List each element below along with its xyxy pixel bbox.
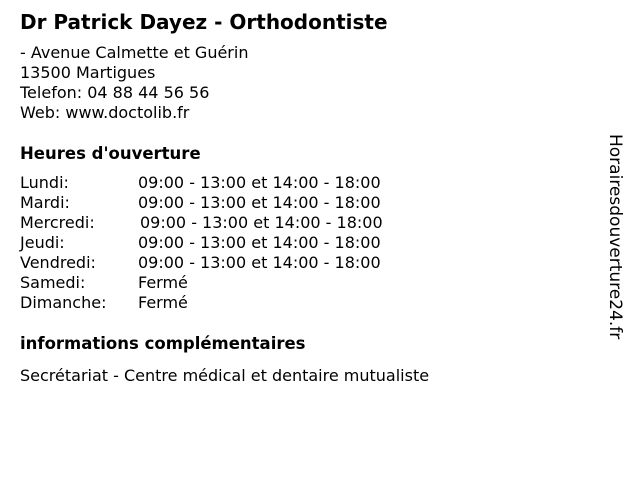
page-title: Dr Patrick Dayez - Orthodontiste <box>20 10 388 34</box>
phone-number: Telefon: 04 88 44 56 56 <box>20 83 210 102</box>
day-label: Mardi: <box>20 193 70 212</box>
day-label: Vendredi: <box>20 253 96 272</box>
time-range: 09:00 - 13:00 et 14:00 - 18:00 <box>138 193 381 212</box>
hours-heading: Heures d'ouverture <box>20 144 201 163</box>
time-range: Fermé <box>138 293 188 312</box>
website: Web: www.doctolib.fr <box>20 103 190 122</box>
opening-hours-list <box>20 173 600 313</box>
day-label: Dimanche: <box>20 293 107 312</box>
day-label: Lundi: <box>20 173 69 192</box>
hours-row-mercredi <box>20 213 600 233</box>
street-address: - Avenue Calmette et Guérin <box>20 43 249 62</box>
info-text: Secrétariat - Centre médical et dentaire mutualiste <box>20 366 430 385</box>
day-label: Jeudi: <box>20 233 65 252</box>
day-label: Samedi: <box>20 273 86 292</box>
city: 13500 Martigues <box>20 63 156 82</box>
time-range: 09:00 - 13:00 et 14:00 - 18:00 <box>138 233 381 252</box>
hours-row-vendredi <box>20 253 600 273</box>
hours-row-dimanche <box>20 293 600 313</box>
info-heading: informations complémentaires <box>20 334 306 353</box>
hours-row-samedi <box>20 273 600 293</box>
time-range: 09:00 - 13:00 et 14:00 - 18:00 <box>138 253 381 272</box>
day-label: Mercredi: <box>20 213 95 232</box>
hours-row-lundi <box>20 173 600 193</box>
time-range: 09:00 - 13:00 et 14:00 - 18:00 <box>138 173 381 192</box>
time-range: Fermé <box>138 273 188 292</box>
address-block <box>20 43 600 123</box>
time-range: 09:00 - 13:00 et 14:00 - 18:00 <box>140 213 383 232</box>
hours-row-mardi <box>20 193 600 213</box>
business-info <box>20 10 600 386</box>
site-watermark: Horairesdouverture24.fr <box>605 134 625 340</box>
hours-row-jeudi <box>20 233 600 253</box>
